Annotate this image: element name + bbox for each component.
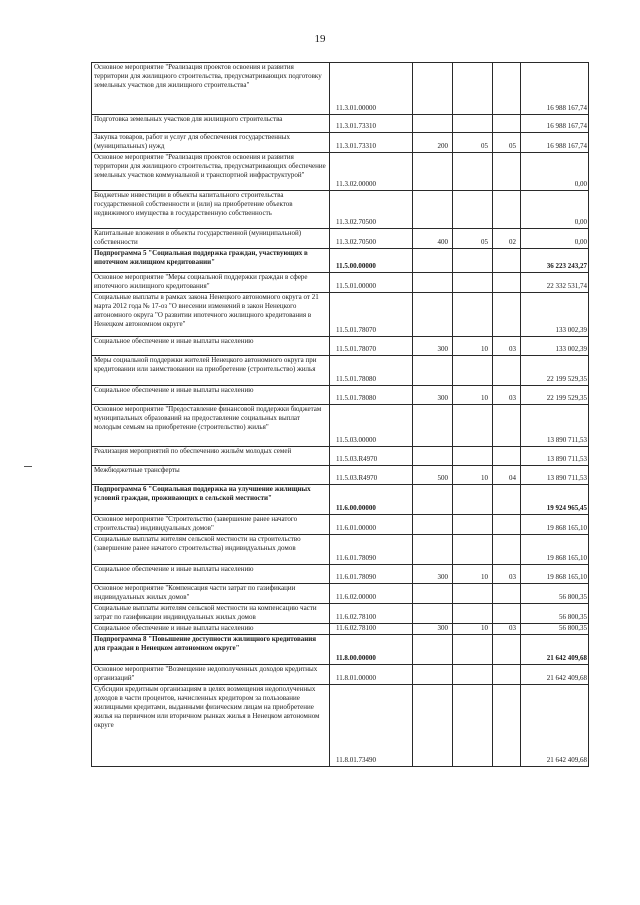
expense-type-code: 300	[413, 386, 453, 405]
expense-type-code: 300	[413, 624, 453, 635]
amount: 0,00	[521, 153, 589, 191]
margin-mark	[24, 466, 32, 467]
item-name: Межбюджетные трансферты	[92, 466, 330, 485]
section-code: 10	[453, 337, 493, 356]
amount: 21 642 409,68	[521, 635, 589, 665]
table-row	[92, 665, 589, 685]
table-row	[92, 466, 589, 485]
expense-type-code	[413, 115, 453, 133]
budget-table	[91, 62, 589, 767]
target-article-code: 11.8.01.00000	[330, 665, 413, 685]
subsection-code	[493, 685, 521, 767]
subsection-code	[493, 447, 521, 466]
target-article-code: 11.5.00.00000	[330, 249, 413, 273]
item-name: Основное мероприятие "Возмещение недополученных доходов кредитных организаций"	[92, 665, 330, 685]
target-article-code: 11.5.01.78070	[330, 293, 413, 337]
item-name: Основное мероприятие "Компенсация части затрат по газификации индивидуальных жилых домов"	[92, 584, 330, 604]
target-article-code: 11.3.01.00000	[330, 63, 413, 115]
subsection-code: 03	[493, 565, 521, 584]
amount: 21 642 409,68	[521, 685, 589, 767]
section-code	[453, 191, 493, 229]
item-name: Основное мероприятие "Предоставление финансовой поддержки бюджетам муниципальных образований на предоставление социальных выплат молодым семьям на приобретение (строительство) жилья"	[92, 405, 330, 447]
item-name: Социальное обеспечение и иные выплаты населению	[92, 565, 330, 584]
target-article-code: 11.6.01.78090	[330, 565, 413, 584]
item-name: Основное мероприятие "Реализация проектов освоения и развития территории для жилищного строительства, предусматривающих подготовку земельных участков для жилищного строительства"	[92, 63, 330, 115]
section-code	[453, 535, 493, 565]
item-name: Социальные выплаты жителям сельской местности на строительство (завершение ранее начатого строительства) индивидуальных домов	[92, 535, 330, 565]
expense-type-code	[413, 515, 453, 535]
amount: 16 988 167,74	[521, 115, 589, 133]
page-number: 19	[314, 33, 326, 45]
section-code: 05	[453, 229, 493, 249]
expense-type-code: 300	[413, 337, 453, 356]
table-row	[92, 515, 589, 535]
table-row	[92, 584, 589, 604]
subsection-code: 03	[493, 337, 521, 356]
target-article-code: 11.3.01.73310	[330, 115, 413, 133]
amount: 13 890 711,53	[521, 447, 589, 466]
section-code	[453, 685, 493, 767]
subsection-code	[493, 405, 521, 447]
expense-type-code	[413, 535, 453, 565]
section-code	[453, 249, 493, 273]
amount: 56 800,35	[521, 624, 589, 635]
target-article-code: 11.3.02.00000	[330, 153, 413, 191]
subsection-code	[493, 63, 521, 115]
amount: 56 800,35	[521, 584, 589, 604]
section-code	[453, 584, 493, 604]
table-row	[92, 535, 589, 565]
item-name: Социальное обеспечение и иные выплаты населению	[92, 624, 330, 635]
target-article-code: 11.5.01.78080	[330, 356, 413, 386]
target-article-code: 11.6.01.00000	[330, 515, 413, 535]
table-row	[92, 356, 589, 386]
table-row	[92, 624, 589, 635]
section-code	[453, 153, 493, 191]
expense-type-code	[413, 191, 453, 229]
table-row	[92, 133, 589, 153]
section-code	[453, 405, 493, 447]
expense-type-code: 500	[413, 466, 453, 485]
amount: 19 868 165,10	[521, 565, 589, 584]
table-row	[92, 249, 589, 273]
subsection-code	[493, 191, 521, 229]
subsection-code: 02	[493, 229, 521, 249]
target-article-code: 11.5.01.78070	[330, 337, 413, 356]
item-name: Подготовка земельных участков для жилищного строительства	[92, 115, 330, 133]
amount: 21 642 409,68	[521, 665, 589, 685]
subsection-code	[493, 356, 521, 386]
subsection-code	[493, 535, 521, 565]
table-row	[92, 447, 589, 466]
subsection-code: 03	[493, 624, 521, 635]
expense-type-code	[413, 604, 453, 624]
table-row	[92, 635, 589, 665]
subsection-code: 03	[493, 386, 521, 405]
item-name: Закупка товаров, работ и услуг для обеспечения государственных (муниципальных) нужд	[92, 133, 330, 153]
item-name: Социальное обеспечение и иные выплаты населению	[92, 337, 330, 356]
target-article-code: 11.5.01.00000	[330, 273, 413, 293]
section-code	[453, 115, 493, 133]
section-code	[453, 356, 493, 386]
subsection-code	[493, 485, 521, 515]
table-row	[92, 685, 589, 767]
amount: 13 890 711,53	[521, 466, 589, 485]
item-name: Подпрограмма 5 "Социальная поддержка граждан, участвующих в ипотечном жилищном кредитовании"	[92, 249, 330, 273]
expense-type-code	[413, 273, 453, 293]
section-code	[453, 273, 493, 293]
table-row	[92, 293, 589, 337]
target-article-code: 11.3.01.73310	[330, 133, 413, 153]
expense-type-code	[413, 249, 453, 273]
expense-type-code	[413, 63, 453, 115]
subsection-code	[493, 153, 521, 191]
table-row	[92, 273, 589, 293]
section-code	[453, 485, 493, 515]
amount: 19 868 165,10	[521, 535, 589, 565]
section-code: 05	[453, 133, 493, 153]
item-name: Основное мероприятие "Строительство (завершение ранее начатого строительства) индивидуальных домов"	[92, 515, 330, 535]
expense-type-code	[413, 293, 453, 337]
amount: 16 988 167,74	[521, 63, 589, 115]
section-code: 10	[453, 565, 493, 584]
target-article-code: 11.5.01.78080	[330, 386, 413, 405]
item-name: Реализация мероприятий по обеспечению жильём молодых семей	[92, 447, 330, 466]
subsection-code	[493, 635, 521, 665]
target-article-code: 11.6.02.78100	[330, 624, 413, 635]
target-article-code: 11.3.02.70500	[330, 191, 413, 229]
table-row	[92, 153, 589, 191]
amount: 13 890 711,53	[521, 405, 589, 447]
target-article-code: 11.8.01.73490	[330, 685, 413, 767]
table-row	[92, 229, 589, 249]
expense-type-code	[413, 447, 453, 466]
item-name: Меры социальной поддержки жителей Ненецкого автономного округа при кредитовании или заимствовании на приобретение (строительство) жилья	[92, 356, 330, 386]
table-row	[92, 191, 589, 229]
subsection-code	[493, 273, 521, 293]
target-article-code: 11.5.03.00000	[330, 405, 413, 447]
expense-type-code	[413, 635, 453, 665]
section-code	[453, 447, 493, 466]
target-article-code: 11.5.03.R4970	[330, 466, 413, 485]
table-row	[92, 604, 589, 624]
expense-type-code	[413, 685, 453, 767]
table-row	[92, 63, 589, 115]
section-code	[453, 635, 493, 665]
item-name: Подпрограмма 8 "Повышение доступности жилищного кредитования для граждан в Ненецком автономном округе"	[92, 635, 330, 665]
item-name: Субсидии кредитным организациям в целях возмещения недополученных доходов в части процентов, начисленных кредитором за пользование жилищными кредитами, выданными физическим лицам на приобретение жилья на первичном или вторичном рынках жилья в Ненецком автономном округе	[92, 685, 330, 767]
amount: 0,00	[521, 229, 589, 249]
amount: 16 988 167,74	[521, 133, 589, 153]
target-article-code: 11.5.03.R4970	[330, 447, 413, 466]
section-code	[453, 665, 493, 685]
amount: 22 199 529,35	[521, 356, 589, 386]
section-code: 10	[453, 466, 493, 485]
expense-type-code	[413, 485, 453, 515]
expense-type-code	[413, 405, 453, 447]
subsection-code	[493, 249, 521, 273]
item-name: Основное мероприятие "Меры социальной поддержки граждан в сфере ипотечного жилищного кредитования"	[92, 273, 330, 293]
amount: 19 868 165,10	[521, 515, 589, 535]
expense-type-code	[413, 665, 453, 685]
target-article-code: 11.6.01.78090	[330, 535, 413, 565]
amount: 36 223 243,27	[521, 249, 589, 273]
target-article-code: 11.6.02.78100	[330, 604, 413, 624]
amount: 19 924 965,45	[521, 485, 589, 515]
target-article-code: 11.3.02.70500	[330, 229, 413, 249]
table-row	[92, 386, 589, 405]
target-article-code: 11.8.00.00000	[330, 635, 413, 665]
subsection-code	[493, 604, 521, 624]
table-row	[92, 337, 589, 356]
item-name: Социальные выплаты в рамках закона Ненецкого автономного округа от 21 марта 2012 года № 17-оз "О внесении изменений в закон Ненецкого автономного округа "О развитии ипотечного жилищного кредитования в Ненецком автономном округе"	[92, 293, 330, 337]
amount: 22 199 529,35	[521, 386, 589, 405]
item-name: Бюджетные инвестиции в объекты капитального строительства государственной собственности и (или) на приобретение объектов недвижимого имущества в государственную собственность	[92, 191, 330, 229]
amount: 133 002,39	[521, 337, 589, 356]
expense-type-code	[413, 153, 453, 191]
expense-type-code	[413, 584, 453, 604]
item-name: Социальные выплаты жителям сельской местности на компенсацию части затрат по газификации индивидуальных жилых домов	[92, 604, 330, 624]
amount: 0,00	[521, 191, 589, 229]
amount: 22 332 531,74	[521, 273, 589, 293]
table-row	[92, 115, 589, 133]
item-name: Основное мероприятие "Реализация проектов освоения и развития территории для жилищного строительства, предусматривающих обеспечение земельных участков коммунальной и транспортной инфраструктурой"	[92, 153, 330, 191]
subsection-code: 05	[493, 133, 521, 153]
amount: 133 002,39	[521, 293, 589, 337]
subsection-code	[493, 665, 521, 685]
subsection-code	[493, 515, 521, 535]
section-code: 10	[453, 624, 493, 635]
section-code	[453, 63, 493, 115]
item-name: Подпрограмма 6 "Социальная поддержка на улучшение жилищных условий граждан, проживающих в сельской местности"	[92, 485, 330, 515]
table-row	[92, 565, 589, 584]
target-article-code: 11.6.02.00000	[330, 584, 413, 604]
table-row	[92, 405, 589, 447]
expense-type-code	[413, 356, 453, 386]
subsection-code	[493, 293, 521, 337]
amount: 56 800,35	[521, 604, 589, 624]
expense-type-code: 200	[413, 133, 453, 153]
section-code	[453, 293, 493, 337]
section-code: 10	[453, 386, 493, 405]
table-body	[92, 63, 589, 767]
item-name: Социальное обеспечение и иные выплаты населению	[92, 386, 330, 405]
table-row	[92, 485, 589, 515]
subsection-code: 04	[493, 466, 521, 485]
subsection-code	[493, 115, 521, 133]
subsection-code	[493, 584, 521, 604]
section-code	[453, 515, 493, 535]
item-name: Капитальные вложения в объекты государственной (муниципальной) собственности	[92, 229, 330, 249]
expense-type-code: 300	[413, 565, 453, 584]
expense-type-code: 400	[413, 229, 453, 249]
target-article-code: 11.6.00.00000	[330, 485, 413, 515]
section-code	[453, 604, 493, 624]
